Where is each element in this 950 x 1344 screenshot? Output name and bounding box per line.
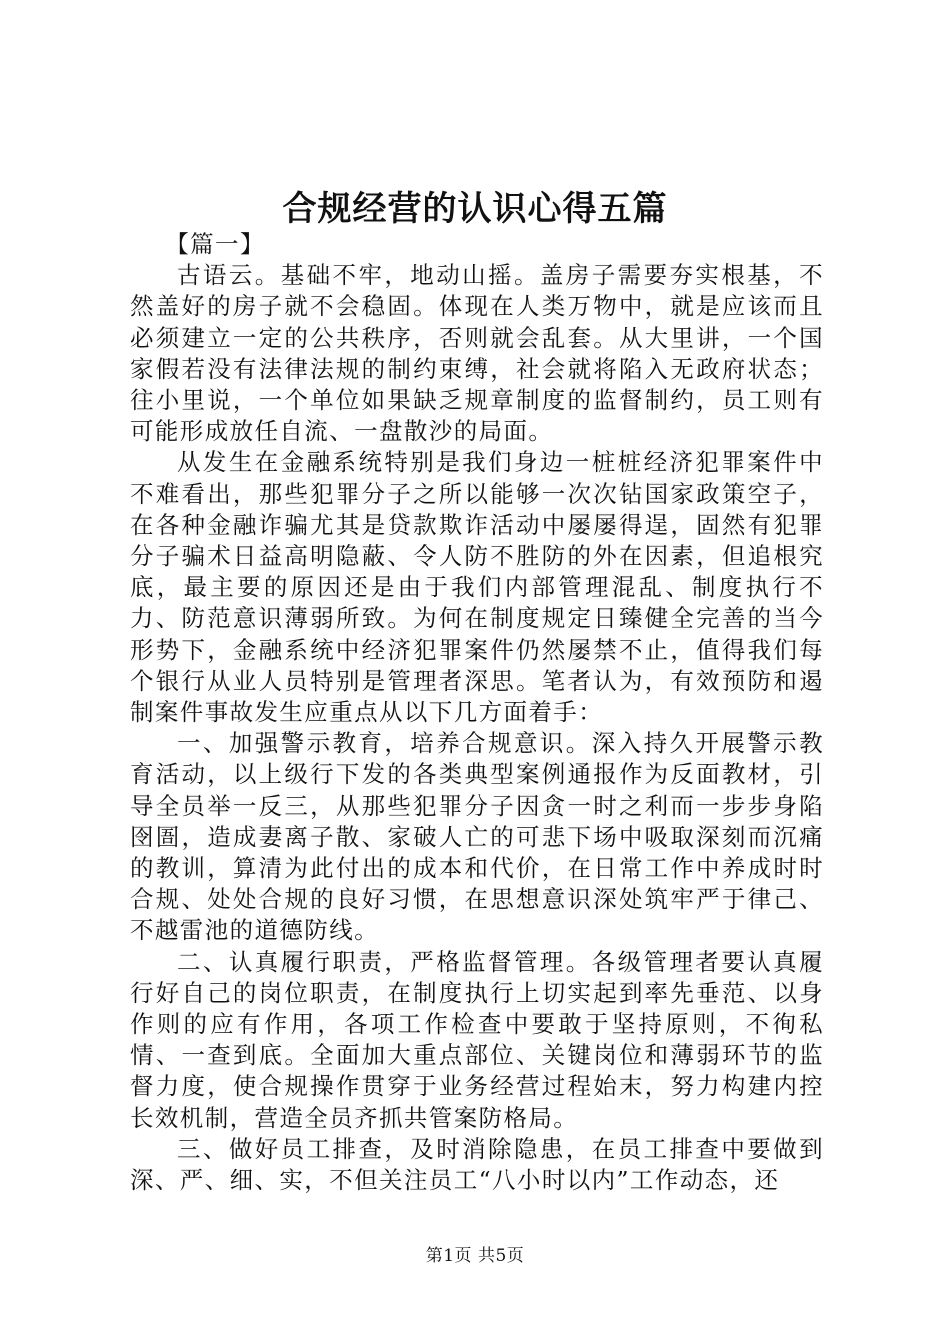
paragraph-5: 三、做好员工排查，及时消除隐患，在员工排查中要做到深、严、细、实，不但关注员工“八小时以内”工作动态，还	[130, 1134, 824, 1195]
paragraph-3: 一、加强警示教育，培养合规意识。深入持久开展警示教育活动，以上级行下发的各类典型案例通报作为反面教材，引导全员举一反三，从那些犯罪分子因贪一时之利而一步步身陷囹圄，造成妻离子散、家破人亡的可悲下场中吸取深刻而沉痛的教训，算清为此付出的成本和代价，在日常工作中养成时时合规、处处合规的良好习惯，在思想意识深处筑牢严于律己、不越雷池的道德防线。	[130, 729, 824, 945]
section-label: 【篇一】	[165, 230, 265, 258]
paragraph-4: 二、认真履行职责，严格监督管理。各级管理者要认真履行好自己的岗位职责，在制度执行上切实起到率先垂范、以身作则的应有作用，各项工作检查中要敢于坚持原则，不徇私情、一查到底。全面加大重点部位、关键岗位和薄弱环节的监督力度，使合规操作贯穿于业务经营过程始末，努力构建内控长效机制，营造全员齐抓共管案防格局。	[130, 947, 824, 1132]
document-body	[130, 229, 824, 1196]
page-footer: 第1页 共5页	[425, 1246, 525, 1266]
document-title: 合规经营的认识心得五篇	[282, 189, 668, 229]
paragraph-1: 古语云。基础不牢，地动山摇。盖房子需要夯实根基，不然盖好的房子就不会稳固。体现在人类万物中，就是应该而且必须建立一定的公共秩序，否则就会乱套。从大里讲，一个国家假若没有法律法规的制约束缚，社会就将陷入无政府状态；往小里说，一个单位如果缺乏规章制度的监督制约，员工则有可能形成放任自流、一盘散沙的局面。	[130, 261, 824, 446]
paragraph-2: 从发生在金融系统特别是我们身边一桩桩经济犯罪案件中不难看出，那些犯罪分子之所以能够一次次钻国家政策空子，在各种金融诈骗尤其是贷款欺诈活动中屡屡得逞，固然有犯罪分子骗术日益高明隐蔽、令人防不胜防的外在因素，但追根究底，最主要的原因还是由于我们内部管理混乱、制度执行不力、防范意识薄弱所致。为何在制度规定日臻健全完善的当今形势下，金融系统中经济犯罪案件仍然屡禁不止，值得我们每个银行从业人员特别是管理者深思。笔者认为，有效预防和遏制案件事故发生应重点从以下几方面着手：	[130, 448, 824, 727]
